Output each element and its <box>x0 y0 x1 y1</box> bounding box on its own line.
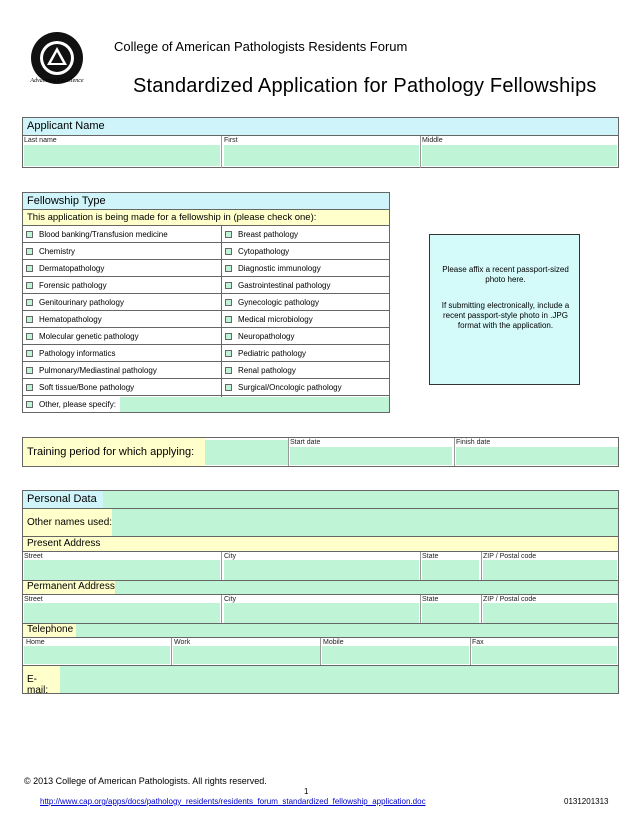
permanent-zip-field[interactable] <box>483 603 617 623</box>
checkbox-9-right[interactable] <box>225 384 232 391</box>
fellowship-heading: Fellowship Type <box>23 193 389 210</box>
mobile-phone-field[interactable] <box>322 646 469 664</box>
checkbox-8-right[interactable] <box>225 367 232 374</box>
fax-label: Fax <box>472 639 484 646</box>
logo-tagline: Advancing Excellence <box>30 78 84 84</box>
permanent-state-field[interactable] <box>422 603 479 623</box>
checkbox-5-left[interactable] <box>26 316 33 323</box>
present-state-label: State <box>422 553 439 560</box>
photo-instruction-2: If submitting electronically, include a recent passport-style photo in .JPG format with the application. <box>441 301 570 330</box>
email-label: E-mail: <box>23 666 60 693</box>
checkbox-0-left[interactable] <box>26 231 33 238</box>
personal-heading: Personal Data <box>23 491 103 508</box>
first-name-label: First <box>224 137 238 144</box>
fellowship-option-left: Molecular genetic pathology <box>39 332 139 341</box>
document-code: 0131201313 <box>564 797 609 806</box>
fax-field[interactable] <box>472 646 617 664</box>
fellowship-option-right: Cytopathology <box>238 247 290 256</box>
present-zip-field[interactable] <box>483 560 617 580</box>
checkbox-7-left[interactable] <box>26 350 33 357</box>
checkbox-1-left[interactable] <box>26 248 33 255</box>
permanent-street-label: Street <box>24 596 43 603</box>
present-street-label: Street <box>24 553 43 560</box>
start-date-label: Start date <box>290 439 321 446</box>
checkbox-6-right[interactable] <box>225 333 232 340</box>
checkbox-1-right[interactable] <box>225 248 232 255</box>
other-label: Other, please specify: <box>39 400 116 409</box>
last-name-label: Last name <box>24 137 57 144</box>
finish-date-label: Finish date <box>456 439 491 446</box>
start-date-field[interactable] <box>290 447 452 465</box>
finish-date-field[interactable] <box>456 447 618 465</box>
applicant-heading: Applicant Name <box>23 118 618 136</box>
permanent-city-field[interactable] <box>224 603 419 623</box>
checkbox-7-right[interactable] <box>225 350 232 357</box>
fellowship-option-left: Chemistry <box>39 247 76 256</box>
checkbox-3-left[interactable] <box>26 282 33 289</box>
checkbox-other[interactable] <box>26 401 33 408</box>
first-name-field[interactable] <box>224 145 419 166</box>
page-title: Standardized Application for Pathology Fellowships <box>133 75 597 97</box>
fellowship-option-right: Neuropathology <box>238 332 295 341</box>
checkbox-6-left[interactable] <box>26 333 33 340</box>
org-name: College of American Pathologists Residents Forum <box>114 39 408 54</box>
checkbox-5-right[interactable] <box>225 316 232 323</box>
other-names-field[interactable] <box>112 509 618 536</box>
fellowship-option-right: Surgical/Oncologic pathology <box>238 383 342 392</box>
fellowship-option-right: Medical microbiology <box>238 315 313 324</box>
permanent-city-label: City <box>224 596 237 603</box>
training-section <box>22 437 619 467</box>
permanent-state-label: State <box>422 596 439 603</box>
checkbox-8-left[interactable] <box>26 367 33 374</box>
checkbox-2-right[interactable] <box>225 265 232 272</box>
permanent-zip-label: ZIP / Postal code <box>483 596 537 603</box>
fellowship-option-left: Soft tissue/Bone pathology <box>39 383 135 392</box>
fellowship-option-left: Pulmonary/Mediastinal pathology <box>39 366 157 375</box>
other-names-label: Other names used: <box>23 509 112 536</box>
checkbox-0-right[interactable] <box>225 231 232 238</box>
applicant-section <box>22 117 619 168</box>
fellowship-option-left: Forensic pathology <box>39 281 107 290</box>
photo-box <box>429 234 580 385</box>
home-phone-field[interactable] <box>24 646 170 664</box>
document-url-link[interactable]: http://www.cap.org/apps/docs/pathology_residents/residents_forum_standardized_fellowship_application.doc <box>40 797 426 806</box>
fellowship-option-left: Blood banking/Transfusion medicine <box>39 230 168 239</box>
fellowship-option-right: Diagnostic immunology <box>238 264 321 273</box>
last-name-field[interactable] <box>24 145 220 166</box>
fellowship-option-right: Gynecologic pathology <box>238 298 319 307</box>
middle-name-field[interactable] <box>422 145 617 166</box>
training-extra-field[interactable] <box>205 440 288 465</box>
fellowship-option-right: Gastrointestinal pathology <box>238 281 331 290</box>
fellowship-option-right: Renal pathology <box>238 366 296 375</box>
checkbox-2-left[interactable] <box>26 265 33 272</box>
fellowship-option-right: Pediatric pathology <box>238 349 307 358</box>
present-zip-label: ZIP / Postal code <box>483 553 537 560</box>
fellowship-option-left: Hematopathology <box>39 315 102 324</box>
present-city-label: City <box>224 553 237 560</box>
present-city-field[interactable] <box>224 560 419 580</box>
checkbox-4-left[interactable] <box>26 299 33 306</box>
checkbox-4-right[interactable] <box>225 299 232 306</box>
other-specify-field[interactable] <box>120 397 389 412</box>
fellowship-option-right: Breast pathology <box>238 230 299 239</box>
fellowship-instruction: This application is being made for a fellowship in (please check one): <box>23 210 389 226</box>
permanent-street-field[interactable] <box>24 603 220 623</box>
permanent-address-heading: Permanent Address <box>23 581 115 594</box>
personal-section <box>22 490 619 694</box>
fellowship-option-left: Dermatopathology <box>39 264 105 273</box>
present-state-field[interactable] <box>422 560 479 580</box>
checkbox-9-left[interactable] <box>26 384 33 391</box>
present-street-field[interactable] <box>24 560 220 580</box>
present-address-heading: Present Address <box>23 537 618 552</box>
email-field[interactable] <box>60 666 618 693</box>
work-phone-label: Work <box>174 639 191 646</box>
fellowship-option-left: Pathology informatics <box>39 349 116 358</box>
page-number: 1 <box>304 787 309 796</box>
photo-instruction-1: Please affix a recent passport-sized photo here. <box>442 265 569 284</box>
copyright: © 2013 College of American Pathologists. All rights reserved. <box>24 776 267 786</box>
middle-name-label: Middle <box>422 137 443 144</box>
training-label: Training period for which applying: <box>23 438 205 466</box>
work-phone-field[interactable] <box>173 646 320 664</box>
mobile-phone-label: Mobile <box>323 639 344 646</box>
fellowship-section <box>22 192 390 413</box>
telephone-heading: Telephone <box>23 624 76 637</box>
home-phone-label: Home <box>26 639 45 646</box>
fellowship-option-left: Genitourinary pathology <box>39 298 124 307</box>
checkbox-3-right[interactable] <box>225 282 232 289</box>
